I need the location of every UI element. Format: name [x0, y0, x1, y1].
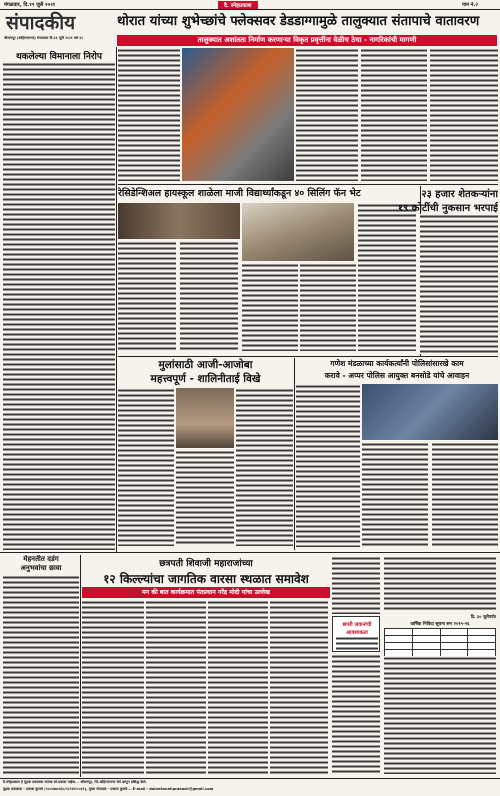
school-col4: [300, 263, 356, 351]
vacancy-ad: [332, 616, 380, 652]
notice-col4: [384, 656, 496, 774]
table-row: [385, 643, 496, 650]
page-number: पान नं.२: [462, 2, 478, 8]
side-left-story: [3, 555, 79, 777]
table-row: [385, 636, 496, 643]
top-headline: थोरात यांच्या शुभेच्छांचे फ्लेक्सवर डेडडाग्गामुळे तालुक्यात संतापाचे वातावरण: [117, 14, 480, 29]
farmers-headline-2: १९ कोटींची नुकसान भरपाई: [397, 203, 498, 214]
ganesh-story: [296, 384, 498, 549]
school-headline: रेसिडेन्शिअल हायस्कूल शाळेला माजी विद्यार्थ्यांकडून ४० सिलिंग फॅन भेट: [118, 188, 361, 199]
ganesh-col3: [432, 442, 498, 547]
forts-col1: [82, 600, 144, 774]
forts-headline: १२ किल्ल्यांचा जागतिक वारसा स्थळात समावेश: [103, 572, 309, 586]
notice-col2: [332, 654, 380, 774]
forts-subheadline: मन की बात कार्यक्रमात पंतप्रधान नरेंद्र मोदी यांचा उल्लेख: [82, 587, 330, 598]
divider-1: [118, 184, 498, 185]
editorial: [3, 47, 115, 552]
table-row: [385, 629, 496, 636]
school-col1: [118, 241, 176, 351]
grandparents-col2: [176, 450, 234, 546]
top-story-col2: [296, 48, 358, 181]
divider-6: [80, 555, 81, 777]
grandparents-story: [118, 388, 293, 548]
students-photo: [242, 203, 354, 261]
section-sub: श्रीरामपूर (अहिल्यानगर) मंगळवार दि.११ जुलै २०२१ वर्ष ३२: [4, 36, 83, 40]
school-col2: [180, 241, 238, 351]
top-story-col4: [430, 48, 498, 181]
side-left-title-1: मेहनतीत दडंग: [23, 555, 59, 563]
school-photo: [118, 203, 240, 239]
top-story-col1: [118, 48, 180, 181]
forts-col2: [146, 600, 206, 774]
ganesh-headline-1: गणेश मंडळाच्या कार्यकर्त्यांनी पोलिसांसारखे काम: [330, 359, 464, 368]
column-divider: [116, 47, 117, 552]
footer-rule: [0, 778, 500, 779]
notice-box: [332, 556, 498, 776]
section-title: संपादकीय: [6, 12, 76, 34]
tender-table: [384, 628, 496, 657]
tender-title: वार्षिक निविदा सूचना सन २०२५-२६: [410, 622, 470, 627]
imprint-line-2: मुद्रक प्रकाशक - प्रकाश कुलथे (९८५०७७०४६०/९८२१४२८०३१), मुख्य संपादक - प्रकाश कुलथे... E-mail - daineksnehprakash@gmail.com: [3, 787, 214, 791]
vacancy-title-2: आवश्यकता: [346, 630, 368, 636]
grandparents-col3: [236, 388, 293, 546]
farmers-headline-1: २३ हजार शेतकऱ्यांना: [421, 189, 498, 200]
top-subheadline: तालुक्यात अशांतता निर्माण करणाऱ्या विकृत प्रवृत्तींना वेळीच ठेचा - नागरिकांची मागणी: [117, 35, 497, 46]
brand-badge: दै. स्नेहप्रकाश: [218, 1, 258, 9]
ganesh-headline-2: करावे - अप्पर पोलिस आयुक्त बनसोडे यांचे आवाहन: [324, 371, 470, 380]
farmers-body: [420, 214, 498, 354]
ganesh-col2: [362, 442, 428, 547]
forts-col4: [270, 600, 328, 774]
notice-date: दि. ३० जुलैपर्यंत: [470, 614, 496, 619]
editorial-body: [3, 62, 115, 550]
school-col5: [358, 203, 416, 351]
imprint-line-1: दै.स्नेहप्रकाश हे मुद्रक प्रकाशक मालक डॉ.प्रकाश नाईक... श्रीरामपूर, जि.अहिल्यानगर येथे छापून प्रसिद्ध केले.: [3, 780, 147, 784]
forts-kicker: छत्रपती शिवाजी महाराजांच्या: [159, 559, 253, 569]
flex-banner-photo: [182, 48, 294, 181]
ganesh-col1: [296, 384, 360, 547]
vacancy-body: [336, 636, 378, 650]
divider-4: [294, 358, 295, 550]
divider-3: [118, 356, 498, 357]
editorial-title: थकलेल्या विमानाला निरोप: [16, 52, 102, 62]
notice-col3: [384, 556, 496, 612]
grandparents-headline-1: मुलांसाठी आजी-आजोबा: [158, 359, 253, 371]
grandparents-photo: [176, 388, 234, 448]
school-story: [118, 203, 418, 353]
side-left-body: [3, 575, 79, 775]
grandparents-headline-2: महत्त्वपूर्ण - शालिनीताई विखे: [150, 373, 261, 385]
notice-col1: [332, 556, 380, 614]
side-left-title-2: अनुभवांचा छावा: [20, 564, 62, 572]
date-line: मंगळवार, दि.११ जुलै २०२१: [4, 2, 56, 8]
school-col3: [242, 263, 298, 351]
grandparents-col1: [118, 388, 174, 546]
divider-5: [0, 552, 500, 553]
forts-col3: [208, 600, 268, 774]
vacancy-title-1: छपरी जवानांची: [342, 622, 372, 628]
ganesh-meeting-photo: [362, 384, 498, 440]
top-story-col3: [361, 48, 427, 181]
top-story-body: [118, 48, 498, 183]
